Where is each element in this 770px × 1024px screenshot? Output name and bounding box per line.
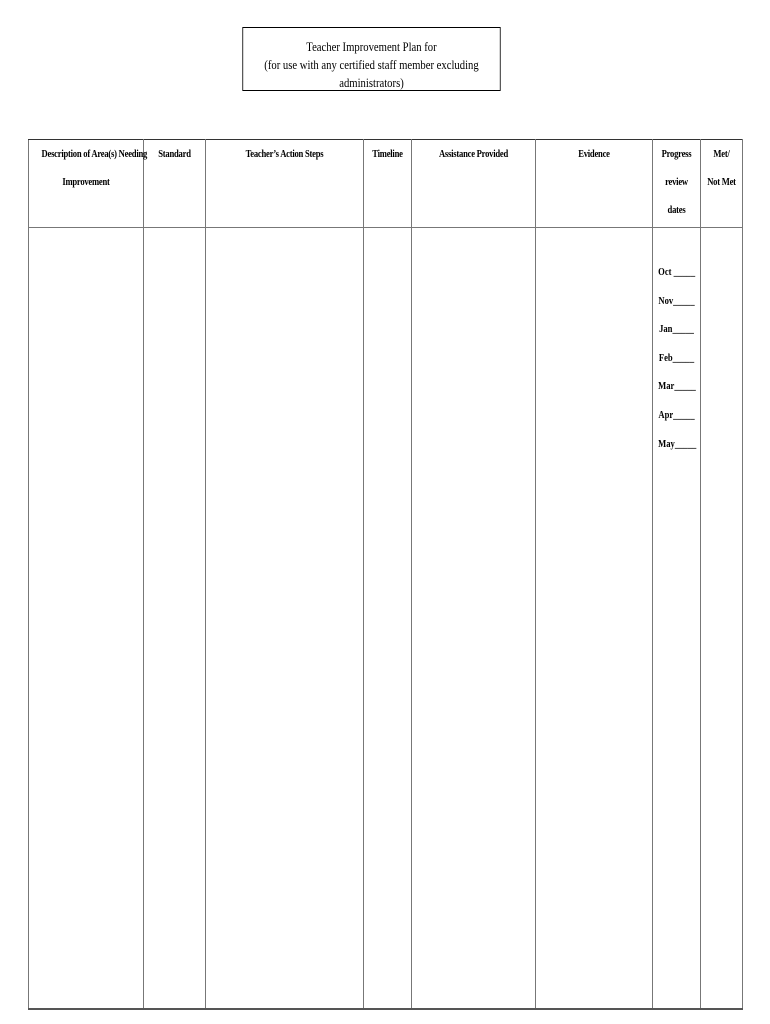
cell-action-steps[interactable]	[206, 228, 364, 1010]
header-progress-line1: Progress	[661, 148, 692, 160]
header-met-not-met	[701, 140, 743, 228]
progress-date-mar[interactable]: Mar_____	[658, 380, 696, 393]
header-standard	[144, 140, 206, 228]
document-title-box	[242, 27, 500, 91]
header-area-needing-improvement	[29, 140, 148, 228]
document-title: Teacher Improvement Plan for	[306, 39, 437, 54]
progress-date-jan[interactable]: Jan_____	[659, 323, 694, 336]
cell-assistance-provided[interactable]	[412, 228, 536, 1010]
header-met-line2: Not Met	[707, 176, 736, 188]
header-assistance-label: Assistance Provided	[438, 148, 509, 160]
header-action-steps-label: Teacher’s Action Steps	[245, 148, 324, 160]
header-area-line1: Description of Area(s) Needing	[41, 148, 148, 160]
progress-date-may[interactable]: May_____	[658, 437, 697, 450]
header-assistance-provided	[412, 140, 536, 228]
header-evidence	[536, 140, 653, 228]
table-row	[29, 228, 743, 1010]
progress-date-apr[interactable]: Apr_____	[658, 408, 695, 421]
header-progress-line3: dates	[667, 204, 686, 216]
cell-evidence[interactable]	[536, 228, 653, 1010]
progress-date-nov[interactable]: Nov_____	[658, 294, 695, 307]
cell-met-not-met[interactable]	[701, 228, 743, 1010]
cell-progress-review-dates	[653, 228, 701, 1010]
header-timeline-label: Timeline	[372, 148, 403, 160]
cell-standard[interactable]	[144, 228, 206, 1010]
progress-date-feb[interactable]: Feb_____	[658, 351, 695, 364]
header-timeline	[364, 140, 412, 228]
header-action-steps	[206, 140, 364, 228]
header-standard-label: Standard	[158, 148, 191, 160]
header-evidence-label: Evidence	[578, 148, 610, 160]
header-area-line2: Improvement	[62, 176, 110, 188]
table-header-row	[29, 140, 743, 228]
progress-date-oct[interactable]: Oct _____	[658, 266, 696, 278]
header-met-line1: Met/	[713, 148, 730, 160]
cell-area-needing-improvement[interactable]	[29, 228, 144, 1010]
document-subtitle: (for use with any certified staff member excluding administrators)	[264, 57, 479, 90]
header-progress-line2: review	[665, 176, 688, 188]
cell-timeline[interactable]	[364, 228, 412, 1010]
progress-date-list	[653, 258, 700, 458]
header-progress-review-dates	[653, 140, 701, 228]
improvement-plan-table	[28, 139, 743, 1010]
